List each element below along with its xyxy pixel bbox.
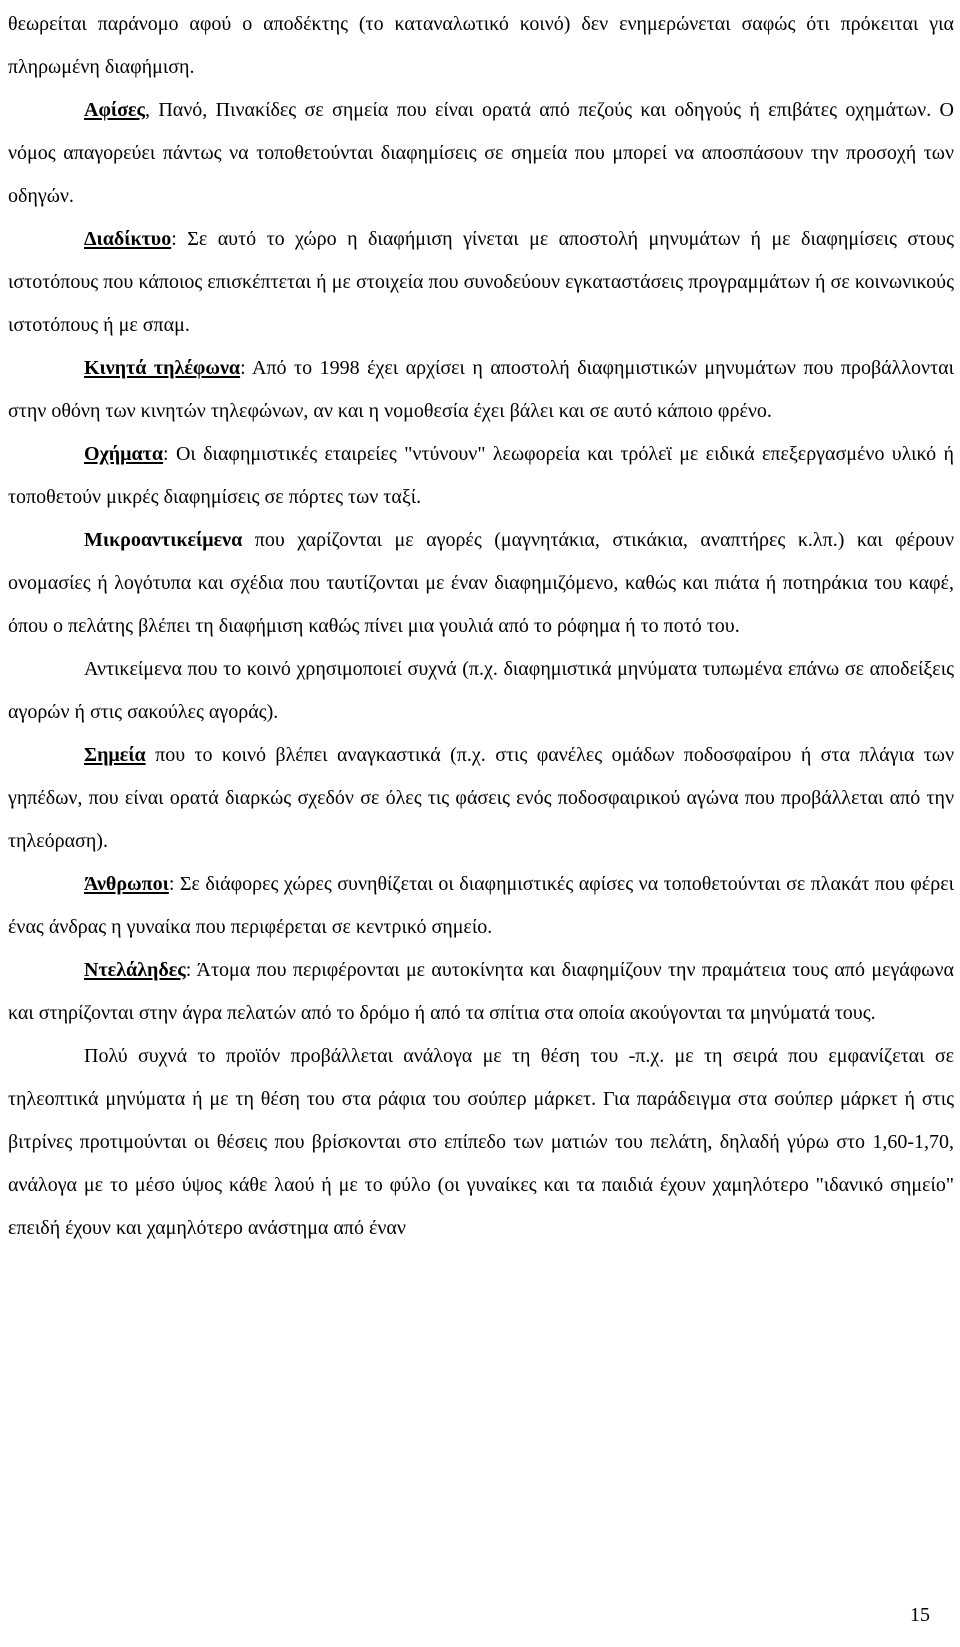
term-internet: Διαδίκτυο xyxy=(84,228,172,250)
paragraph-text: που χαρίζονται με αγορές (μαγνητάκια, στικάκια, αναπτήρες κ.λπ.) και φέρουν ονομασίες ή λογότυπα και σχέδια που ταυτίζονται με έναν διαφημιζόμενο, καθώς και πιάτα ή ποτηράκια του καφέ, όπου ο πελάτης βλέπει τη διαφήμιση καθώς πίνει μια γουλιά από το ρόφημα ή το ποτό του. xyxy=(8,529,954,637)
term-posters: Αφίσες xyxy=(84,99,145,121)
term-spots: Σημεία xyxy=(84,744,146,766)
paragraph-text: θεωρείται παράνομο αφού ο αποδέκτης (το καταναλωτικό κοινό) δεν ενημερώνεται σαφώς ότι πρόκειται για πληρωμένη διαφήμιση. xyxy=(8,13,954,78)
term-vehicles: Οχήματα xyxy=(84,443,164,465)
term-small-objects: Μικροαντικείμενα xyxy=(84,529,243,551)
paragraph-text: Πολύ συχνά το προϊόν προβάλλεται ανάλογα με τη θέση του -π.χ. με τη σειρά που εμφανίζεται σε τηλεοπτικά μηνύματα ή με τη θέση του στα ράφια του σούπερ μάρκετ. Για παράδειγμα στα σούπερ μάρκετ ή στις βιτρίνες προτιμούνται οι θέσεις που βρίσκονται στο επίπεδο των ματιών του πελάτη, δηλαδή γύρω στο 1,60-1,70, ανάλογα με το μέσο ύψος κάθε λαού ή με το φύλο (οι γυναίκες και τα παιδιά έχουν χαμηλότερο "ιδανικό σημείο" επειδή έχουν και χαμηλότερο ανάστημα από έναν xyxy=(8,1045,954,1239)
paragraph-text: : Σε διάφορες χώρες συνηθίζεται οι διαφημιστικές αφίσες να τοποθετούνται σε πλακάτ που φέρει ένας άνδρας η γυναίκα που περιφέρεται σε κεντρικό σημείο. xyxy=(8,873,954,938)
paragraph-product-placement xyxy=(8,1035,954,1250)
paragraph-text: , Πανό, Πινακίδες σε σημεία που είναι ορατά από πεζούς και οδηγούς ή επιβάτες οχημάτων. Ο νόμος απαγορεύει πάντως να τοποθετούνται διαφημίσεις σε σημεία που μπορεί να αποσπάσουν την προσοχή των οδηγών. xyxy=(8,99,954,207)
paragraph-continuation xyxy=(8,3,954,89)
paragraph-everyday-objects xyxy=(8,648,954,734)
term-mobile-phones: Κινητά τηλέφωνα xyxy=(84,357,241,379)
paragraph-text: : Άτομα που περιφέρονται με αυτοκίνητα και διαφημίζουν την πραμάτεια τους από μεγάφωνα και στηρίζονται στην άγρα πελατών από το δρόμο ή από τα σπίτια στα οποία ακούγονται τα μηνύματά τους. xyxy=(8,959,954,1024)
paragraph-spots xyxy=(8,734,954,863)
paragraph-people xyxy=(8,863,954,949)
term-town-criers: Ντελάληδες xyxy=(84,959,186,981)
page-number: 15 xyxy=(910,1604,930,1626)
paragraph-text: που το κοινό βλέπει αναγκαστικά (π.χ. στις φανέλες ομάδων ποδοσφαίρου ή στα πλάγια των γηπέδων, που είναι ορατά διαρκώς σχεδόν σε όλες τις φάσεις ενός ποδοσφαιρικού αγώνα που προβάλλεται από την τηλεόραση). xyxy=(8,744,954,852)
paragraph-text: : Από το 1998 έχει αρχίσει η αποστολή διαφημιστικών μηνυμάτων που προβάλλονται στην οθόνη των κινητών τηλεφώνων, αν και η νομοθεσία έχει βάλει και σε αυτό κάποιο φρένο. xyxy=(8,357,954,422)
paragraph-small-objects xyxy=(8,519,954,648)
paragraph-posters xyxy=(8,89,954,218)
paragraph-town-criers xyxy=(8,949,954,1035)
document-body xyxy=(8,3,954,1250)
paragraph-text: : Οι διαφημιστικές εταιρείες "ντύνουν" λεωφορεία και τρόλεϊ με ειδικά επεξεργασμένο υλικό ή τοποθετούν μικρές διαφημίσεις σε πόρτες των ταξί. xyxy=(8,443,954,508)
paragraph-text: : Σε αυτό το χώρο η διαφήμιση γίνεται με αποστολή μηνυμάτων ή με διαφημίσεις στους ιστοτόπους που κάποιος επισκέπτεται ή με στοιχεία που συνοδεύουν εγκαταστάσεις προγραμμάτων ή σε κοινωνικούς ιστοτόπους ή με σπαμ. xyxy=(8,228,954,336)
paragraph-mobile-phones xyxy=(8,347,954,433)
paragraph-internet xyxy=(8,218,954,347)
term-people: Άνθρωποι xyxy=(84,873,169,895)
paragraph-vehicles xyxy=(8,433,954,519)
paragraph-text: Αντικείμενα που το κοινό χρησιμοποιεί συχνά (π.χ. διαφημιστικά μηνύματα τυπωμένα επάνω σε αποδείξεις αγορών ή στις σακούλες αγοράς). xyxy=(8,658,954,723)
